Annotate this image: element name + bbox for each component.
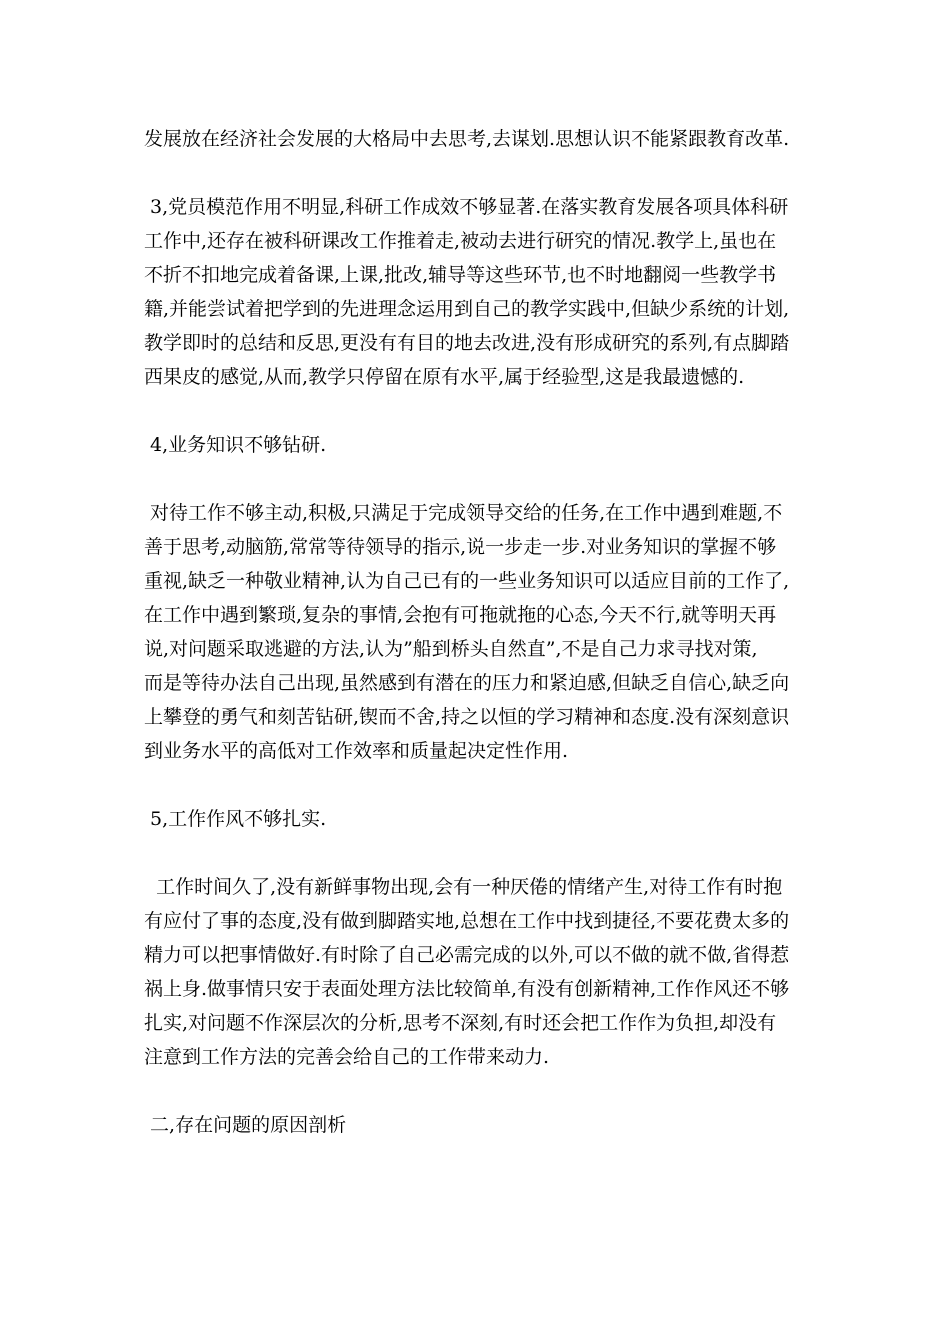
text-line: 二,存在问题的原因剖析: [144, 1114, 347, 1136]
text-line: 3,党员模范作用不明显,科研工作成效不够显著.在落实教育发展各项具体科研: [144, 196, 789, 218]
paragraph-spacer: [144, 836, 816, 870]
paragraph-spacer: [144, 462, 816, 496]
text-line: 到业务水平的高低对工作效率和质量起决定性作用.: [144, 740, 569, 762]
text-line: 在工作中遇到繁琐,复杂的事情,会抱有可拖就拖的心态,今天不行,就等明天再: [144, 604, 777, 626]
text-line: 有应付了事的态度,没有做到脚踏实地,总想在工作中找到捷径,不要花费太多的: [144, 910, 790, 932]
heading-item-4: [144, 428, 816, 462]
para-item-4-body: [144, 496, 816, 768]
heading-section-2: [144, 1108, 816, 1142]
paragraph-spacer: [144, 768, 816, 802]
text-line: 而是等待办法自己出现,虽然感到有潜在的压力和紧迫感,但缺乏自信心,缺乏向: [144, 672, 790, 694]
text-line: 5,工作作风不够扎实.: [144, 808, 327, 830]
text-line: 4,业务知识不够钻研.: [144, 434, 327, 456]
heading-item-5: [144, 802, 816, 836]
text-line: 精力可以把事情做好.有时除了自己必需完成的以外,可以不做的就不做,省得惹: [144, 944, 790, 966]
text-line: 工作中,还存在被科研课改工作推着走,被动去进行研究的情况.教学上,虽也在: [144, 230, 777, 252]
text-line: 说,对问题采取逃避的方法,认为”船到桥头自然直”,不是自己力求寻找对策,: [144, 638, 758, 660]
text-line: 工作时间久了,没有新鲜事物出现,会有一种厌倦的情绪产生,对待工作有时抱: [144, 876, 783, 898]
paragraph-spacer: [144, 394, 816, 428]
text-line: 对待工作不够主动,积极,只满足于完成领导交给的任务,在工作中遇到难题,不: [144, 502, 783, 524]
text-line: 重视,缺乏一种敬业精神,认为自己已有的一些业务知识可以适应目前的工作了,: [144, 570, 790, 592]
document-body: [144, 122, 816, 1142]
text-line: 发展放在经济社会发展的大格局中去思考,去谋划.思想认识不能紧跟教育改革.: [144, 128, 790, 150]
para-item-3: [144, 190, 816, 394]
text-line: 不折不扣地完成着备课,上课,批改,辅导等这些环节,也不时地翻阅一些教学书: [144, 264, 777, 286]
paragraph-spacer: [144, 1074, 816, 1108]
para-continuation: [144, 122, 816, 156]
text-line: 籍,并能尝试着把学到的先进理念运用到自己的教学实践中,但缺少系统的计划,: [144, 298, 790, 320]
text-line: 善于思考,动脑筋,常常等待领导的指示,说一步走一步.对业务知识的掌握不够: [144, 536, 777, 558]
text-line: 教学即时的总结和反思,更没有有目的地去改进,没有形成研究的系列,有点脚踏: [144, 332, 790, 354]
para-item-5-body: [144, 870, 816, 1074]
text-line: 上攀登的勇气和刻苦钻研,锲而不舍,持之以恒的学习精神和态度.没有深刻意识: [144, 706, 790, 728]
text-line: 注意到工作方法的完善会给自己的工作带来动力.: [144, 1046, 550, 1068]
text-line: 西果皮的感觉,从而,教学只停留在原有水平,属于经验型,这是我最遗憾的.: [144, 366, 745, 388]
paragraph-spacer: [144, 156, 816, 190]
text-line: 扎实,对问题不作深层次的分析,思考不深刻,有时还会把工作作为负担,却没有: [144, 1012, 777, 1034]
text-line: 祸上身.做事情只安于表面处理方法比较简单,有没有创新精神,工作作风还不够: [144, 978, 790, 1000]
